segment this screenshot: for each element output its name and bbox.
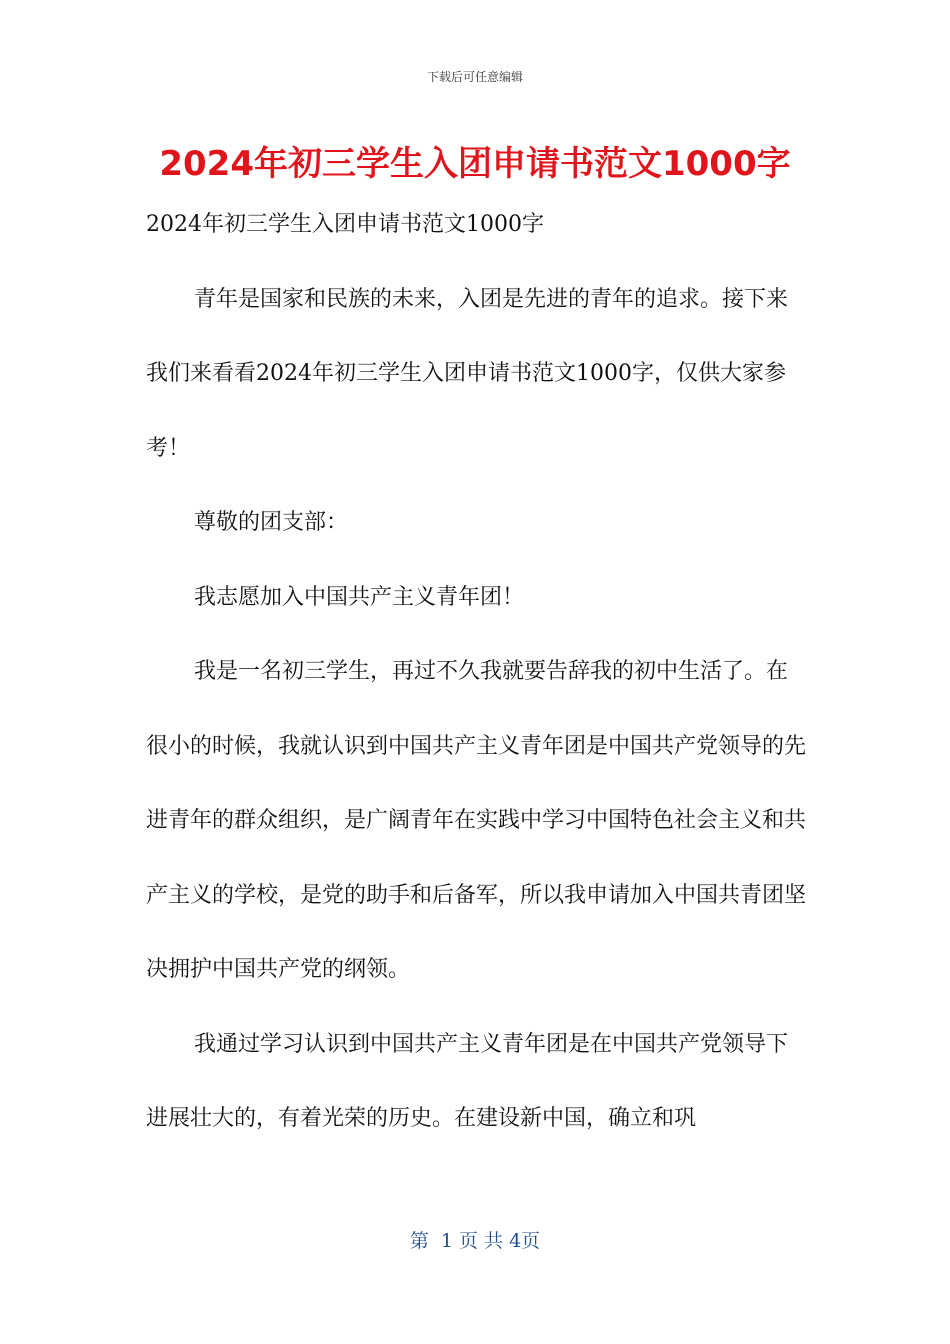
paragraph-declaration: 我志愿加入中国共产主义青年团！: [194, 584, 525, 610]
document-subtitle: 2024年初三学生入团申请书范文1000字: [146, 212, 544, 237]
paragraph-background: 我是一名初三学生，再过不久我就要告辞我的初中生活了。在很小的时候，我就认识到中国共产主义青年团是中国共产党领导的先进青年的群众组织，是广阔青年在实践中学习中国特色社会主义和共产主义的学校，是党的助手和后备军，所以我申请加入中国共青团坚决拥护中国共产党的纲领。: [146, 659, 807, 982]
paragraph-salutation: 尊敬的团支部：: [194, 510, 349, 535]
document-body: [146, 188, 806, 1157]
paragraph-history: 我通过学习认识到中国共产主义青年团是在中国共产党领导下进展壮大的，有着光荣的历史。在建设新中国，确立和巩: [146, 1031, 789, 1131]
document-title: 2024年初三学生入团申请书范文1000字: [159, 144, 791, 184]
header-note: 下载后可任意编辑: [426, 70, 523, 84]
paragraph-intro: 青年是国家和民族的未来，入团是先进的青年的追求。接下来我们来看看2024年初三学生入团申请书范文1000字，仅供大家参考！: [146, 286, 789, 461]
page-number: 第 1 页 共 4页: [409, 1230, 541, 1252]
